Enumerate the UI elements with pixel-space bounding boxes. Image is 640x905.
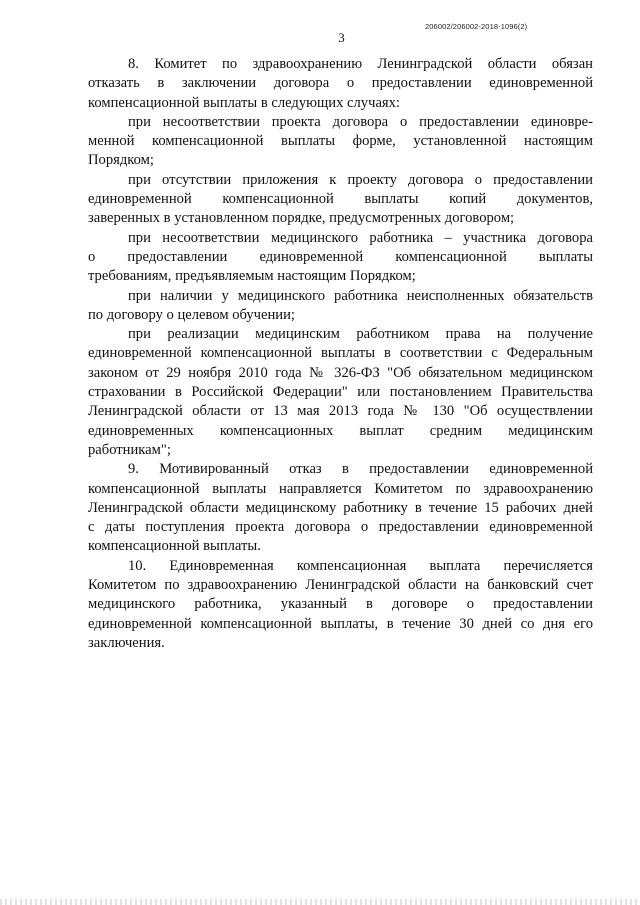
paragraph-9: [88, 460, 593, 556]
text-line: страховании в Российской Федерации" или постановлением Правительства: [88, 384, 593, 401]
text-line: о предоставлении единовременной компенсационной выплаты: [88, 248, 593, 265]
document-id: 206002/206002-2018-1096(2): [425, 22, 528, 31]
text-line: единовременной компенсационной выплаты в соответствии с Федеральным: [88, 345, 593, 362]
text-line: единовременных компенсационных выплат средним медицинским: [88, 422, 593, 439]
paragraph-8: [88, 55, 593, 113]
paragraph-10: [88, 557, 593, 653]
text-line: при реализации медицинским работником права на получение: [128, 326, 593, 343]
text-line: компенсационной выплаты направляется Комитетом по здравоохранению: [88, 480, 593, 497]
text-line: медицинского работника, указанный в договоре о предоставлении: [88, 596, 593, 613]
text-line: заключения.: [88, 634, 165, 651]
text-line: менной компенсационной выплаты форме, установленной настоящим: [88, 133, 593, 150]
text-line: Ленинградской области от 13 мая 2013 года № 130 "Об осуществлении: [88, 403, 593, 420]
text-line: единовременной компенсационной выплаты копий документов,: [88, 191, 593, 208]
text-line: единовременной компенсационной выплаты, в течение 30 дней со дня его: [88, 615, 593, 632]
text-line: отказать в заключении договора о предоставлении единовременной: [88, 75, 593, 92]
text-line: Комитетом по здравоохранению Ленинградской области на банковский счет: [88, 577, 593, 594]
scan-edge: [0, 899, 640, 905]
page-number: 3: [338, 30, 345, 45]
text-line: требованиям, предъявляемым настоящим Порядком;: [88, 268, 416, 285]
text-line: компенсационной выплаты в следующих случаях:: [88, 94, 400, 111]
case-worker-requirements: [88, 229, 593, 287]
text-line: компенсационной выплаты.: [88, 538, 261, 555]
text-line: при несоответствии медицинского работника – участника договора: [128, 229, 593, 246]
text-line: при несоответствии проекта договора о предоставлении единовре-: [128, 113, 593, 130]
case-form-mismatch: [88, 113, 593, 171]
text-line: Порядком;: [88, 152, 154, 169]
text-line: 9. Мотивированный отказ в предоставлении единовременной: [128, 461, 593, 478]
case-missing-documents: [88, 171, 593, 229]
text-line: 10. Единовременная компенсационная выплата перечисляется: [128, 557, 593, 574]
case-right-already-used: [88, 325, 593, 460]
text-line: Ленинградской области медицинскому работнику в течение 15 рабочих дней: [88, 499, 593, 516]
text-line: работникам";: [88, 441, 171, 458]
text-line: заверенных в установленном порядке, предусмотренных договором;: [88, 210, 515, 227]
case-training-obligations: [88, 287, 593, 326]
text-line: с даты поступления проекта договора о предоставлении единовременной: [88, 519, 593, 536]
text-line: при наличии у медицинского работника неисполненных обязательств: [128, 287, 593, 304]
text-line: 8. Комитет по здравоохранению Ленинградской области обязан: [128, 56, 593, 72]
document-body: [88, 55, 593, 653]
text-line: при отсутствии приложения к проекту договора о предоставлении: [128, 171, 593, 188]
text-line: по договору о целевом обучении;: [88, 306, 295, 323]
text-line: законом от 29 ноября 2010 года № 326-ФЗ "Об обязательном медицинском: [88, 364, 593, 381]
